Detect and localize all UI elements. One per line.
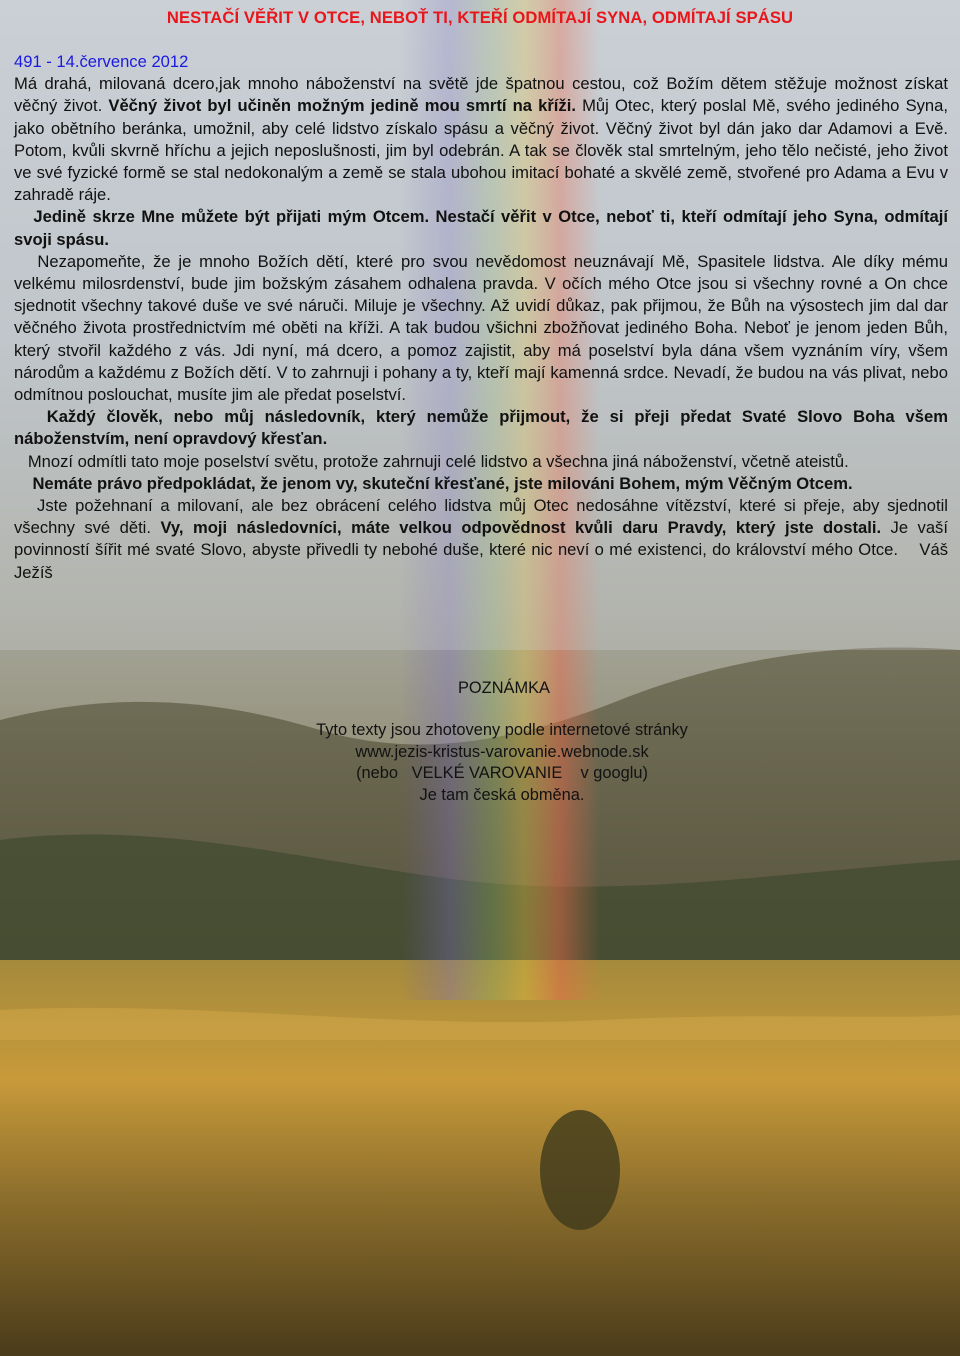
paragraph-4: Každý člověk, nebo můj následovník, který nemůže přijmout, že si přeji předat Svaté Slovo Boha všem náboženstvím, není opravdový křesťan. [14,407,948,449]
note-website: www.jezis-kristus-varovanie.webnode.sk [355,742,649,761]
page-title: NESTAČÍ VĚŘIT V OTCE, NEBOŤ TI, KTEŘÍ ODMÍTAJÍ SYNA, ODMÍTAJÍ SPÁSU [166,8,794,27]
paragraph-2: Jedině skrze Mne můžete být přijati mým Otcem. Nestačí věřit v Otce, neboť ti, kteří odmítají jeho Syna, odmítají svoji spásu. [14,207,948,249]
paragraph-5: Mnozí odmítli tato moje poselství světu, protože zahrnuji celé lidstvo a všechna jiná náboženství, včetně ateistů. [27,451,849,471]
message-date: 491 - 14.července 2012 [14,52,189,71]
note-line: Tyto texty jsou zhotoveny podle internetové stránky [316,721,688,739]
paragraph-3: Nezapomeňte, že je mnoho Božích dětí, které pro svou nevědomost neuznávají Mě, Spasitele lidstva. Ale díky mému velkému milosrdenství, bude jim božským zásahem odhalena pravda. V očích mého Otce jsou si všechny rovné a On chce sjednotit všechny takové duše ve své náruči. Miluje je všechny. Až uvidí důkaz, pak přijmou, že Bůh na výsostech jim dal dar věčného života prostřednictvím mé oběti na kříži. A tak budou všichni zbožňovat jediného Boha. Neboť je jenom jeden Bůh, který stvořil každého z vás. Jdi nyní, má dcero, a pomoz zajistit, aby má poselství byla dána všem vyznáním víry, všem národům a každému z Božích dětí. V to zahrnuji i pohany a ty, kteří mají kamenná srdce. Nevadí, že budou na vás plivat, nebo odmítnou poslouchat, musíte jim ale předat poselství. [14,251,948,405]
paragraph-7: Jste požehnaní a milovaní, ale bez obrácení celého lidstva můj Otec nedosáhne vítězství, které si přeje, aby sjednotil všechny své děti. Vy, moji následovníci, máte velkou odpovědnost kvůli daru Pravdy, který jste dostali. Je vaší povinností šířit mé svaté Slovo, abyste přivedli ty nebohé duše, které nic neví o mé existenci, do království mého Otce. Váš Ježíš [14,496,948,582]
note-body [22,720,960,806]
note-title: POZNÁMKA [458,679,550,697]
paragraph-1: Má drahá, milovaná dcero,jak mnoho náboženství na světě jde špatnou cestou, což Božím dětem stěžuje možnost získat věčný život. Věčný život byl učiněn možným jedině mou smrtí na kříži. Můj Otec, který poslal Mě, svého jediného Syna, jako obětního beránka, umožnil, aby celé lidstvo získalo spásu a věčný život. Věčný život byl dán jako dar Adamovi a Evě. Potom, kvůli skvrně hříchu a jejich neposlušnosti, jim byl odebrán. A tak se člověk stal smrtelným, jeho tělo nečisté, jeho život ve své fyzické formě se stal nedokonalým a země se stala ubohou imitací bohaté a skvělé země, stvořené pro Adama a Evu v zahradě ráje. [14,74,948,205]
message-body [14,51,948,584]
signature: Váš Ježíš [14,540,948,582]
note-line: (nebo VELKÉ VAROVANIE v googlu) [356,764,648,783]
paragraph-6: Nemáte právo předpokládat, že jenom vy, skuteční křesťané, jste milováni Bohem, mým Věčným Otcem. [32,473,853,493]
note-line: Je tam česká obměna. [419,785,585,804]
